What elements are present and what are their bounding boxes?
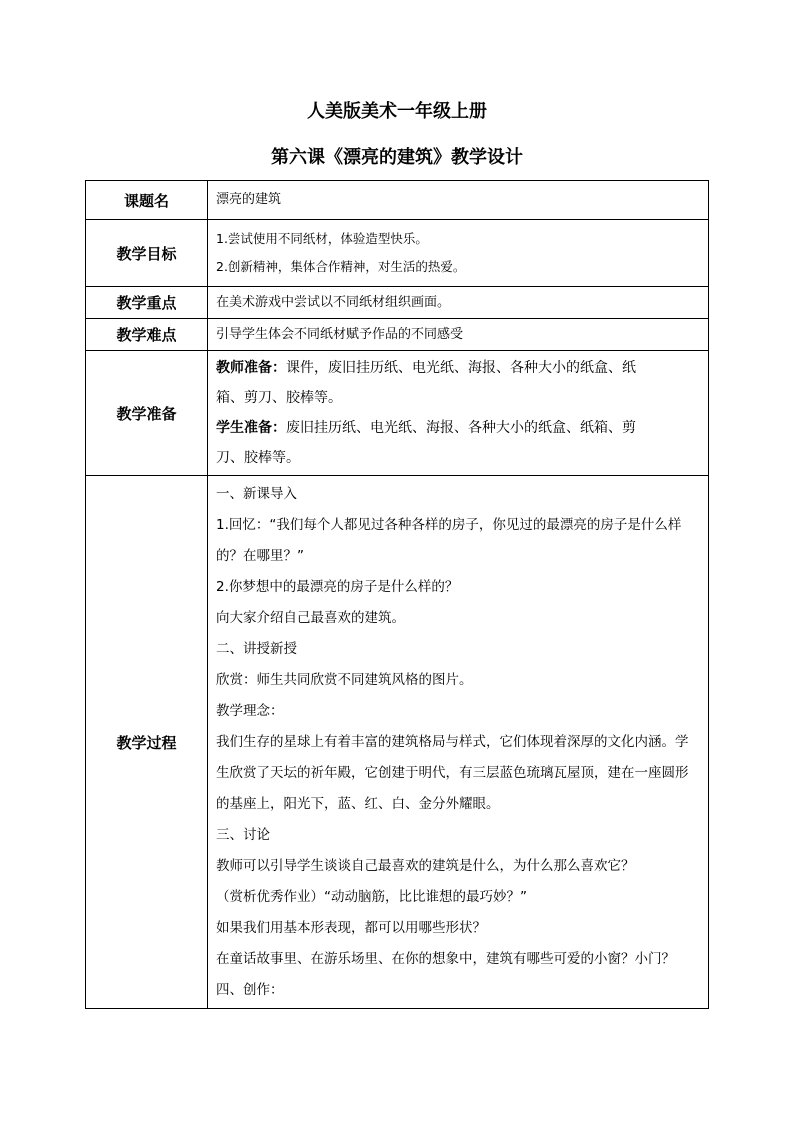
process-line: 的？在哪里？”	[216, 547, 304, 564]
table-row-preparation	[86, 351, 709, 476]
process-line: 四、创作：	[216, 981, 284, 998]
process-line: 欣赏：师生共同欣赏不同建筑风格的图片。	[216, 671, 473, 688]
difficulty-label: 教学难点	[86, 319, 208, 351]
student-prep-text: 废旧挂历纸、电光纸、海报、各种大小的纸盒、纸箱、剪	[286, 420, 636, 436]
document-subtitle: 第六课《漂亮的建筑》教学设计	[271, 147, 523, 168]
table-row-focus	[86, 287, 709, 319]
teacher-prep-line	[216, 353, 700, 383]
table-row-process	[86, 476, 709, 1009]
process-line: 的基座上，阳光下，蓝、红、白、金分外耀眼。	[216, 795, 500, 812]
process-line: 教学理念：	[216, 702, 284, 719]
difficulty-value: 引导学生体会不同纸材赋予作品的不同感受	[208, 319, 709, 351]
process-line: 1.回忆：“我们每个人都见过各种各样的房子，你见过的最漂亮的房子是什么样	[216, 516, 682, 533]
goal-item: 2.创新精神，集体合作精神，对生活的热爱。	[216, 259, 466, 274]
goal-item: 1.尝试使用不同纸材，体验造型快乐。	[216, 231, 428, 246]
teacher-prep-line: 箱、剪刀、胶棒等。	[216, 390, 342, 406]
process-value	[208, 476, 709, 1009]
focus-label: 教学重点	[86, 287, 208, 319]
process-line: 向大家介绍自己最喜欢的建筑。	[216, 609, 405, 626]
process-line: 一、新课导入	[216, 485, 297, 502]
process-line: 我们生存的星球上有着丰富的建筑格局与样式，它们体现着深厚的文化内涵。学	[216, 733, 689, 750]
preparation-value	[208, 351, 709, 476]
topic-label: 课题名	[86, 181, 208, 220]
lesson-plan-table	[85, 180, 709, 1009]
table-row-difficulty	[86, 319, 709, 351]
process-line: 三、讨论	[216, 826, 270, 843]
table-row-topic	[86, 181, 709, 220]
focus-value: 在美术游戏中尝试以不同纸材组织画面。	[208, 287, 709, 319]
student-prep-label: 学生准备：	[216, 420, 286, 436]
process-line: 教师可以引导学生谈谈自己最喜欢的建筑是什么，为什么那么喜欢它？	[216, 857, 635, 874]
goals-label: 教学目标	[86, 220, 208, 287]
table-row-goals	[86, 220, 709, 287]
goals-value	[208, 220, 709, 287]
student-prep-line	[216, 413, 700, 443]
preparation-label: 教学准备	[86, 351, 208, 476]
teacher-prep-label: 教师准备：	[216, 360, 286, 376]
process-line: 如果我们用基本形表现，都可以用哪些形状？	[216, 919, 486, 936]
process-line: 生欣赏了天坛的祈年殿，它创建于明代，有三层蓝色琉璃瓦屋顶，建在一座圆形	[216, 764, 689, 781]
process-line: 二、讲授新授	[216, 640, 297, 657]
document-title: 人美版美术一年级上册	[307, 101, 487, 122]
process-line: （赏析优秀作业）“动动脑筋，比比谁想的最巧妙？”	[216, 888, 527, 905]
student-prep-line: 刀、胶棒等。	[216, 450, 300, 466]
process-line: 在童话故事里、在游乐场里、在你的想象中，建筑有哪些可爱的小窗？小门？	[216, 950, 675, 967]
process-line: 2.你梦想中的最漂亮的房子是什么样的？	[216, 578, 459, 595]
process-label: 教学过程	[86, 476, 208, 1009]
topic-value: 漂亮的建筑	[208, 181, 709, 220]
teacher-prep-text: 课件，废旧挂历纸、电光纸、海报、各种大小的纸盒、纸	[286, 360, 636, 376]
